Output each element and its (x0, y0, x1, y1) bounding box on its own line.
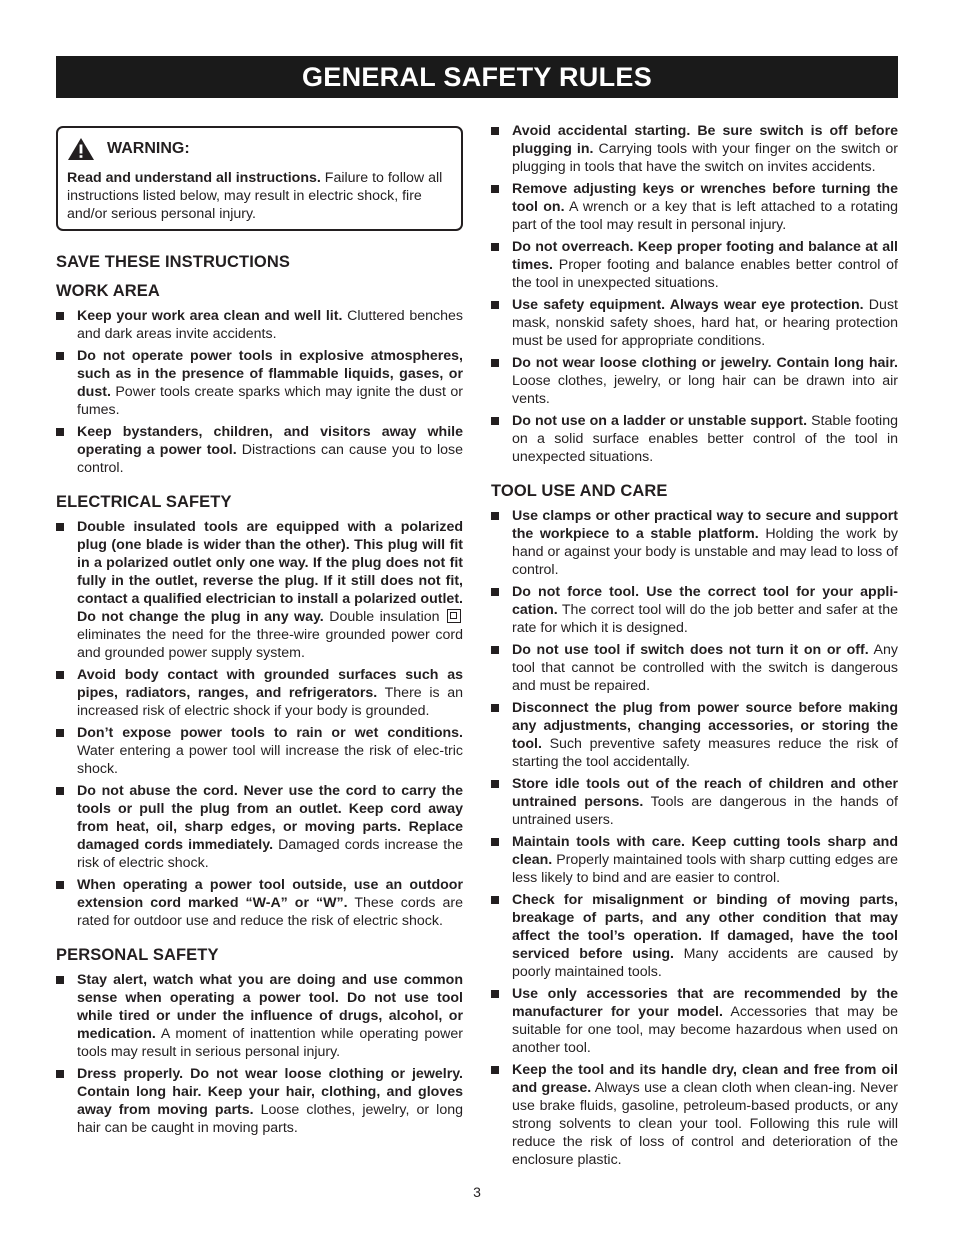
list-item: Use only accessories that are recommended by the manufacturer for your model. Accessories that may be suitable for one tool, may become hazardous when used on another tool. (491, 985, 898, 1057)
work-area-heading: WORK AREA (56, 282, 160, 300)
electrical-safety-heading: ELECTRICAL SAFETY (56, 493, 232, 511)
list-item: Keep bystanders, children, and visitors away while operating a power tool. Distractions can cause you to lose control. (56, 423, 463, 477)
list-item: Do not wear loose clothing or jewelry. Contain long hair. Loose clothes, jewelry, or long hair can be drawn into air vents. (491, 354, 898, 408)
list-item: Maintain tools with care. Keep cutting tools sharp and clean. Properly maintained tools with sharp cutting edges are less likely to bind and are easier to control. (491, 833, 898, 887)
page-title: GENERAL SAFETY RULES (56, 56, 898, 98)
personal-safety-heading: PERSONAL SAFETY (56, 946, 219, 964)
list-item: Stay alert, watch what you are doing and use common sense when operating a power tool. Do not use tool while tired or under the influence of drugs, alcohol, or medication. A moment of inattention while operating power tools may result in serious personal injury. (56, 971, 463, 1061)
list-item: Do not use on a ladder or unstable support. Stable footing on a solid surface enables better control of the tool in unexpected situations. (491, 412, 898, 466)
list-item: Don’t expose power tools to rain or wet conditions. Water entering a power tool will increase the risk of elec-tric shock. (56, 724, 463, 778)
page-number: 3 (473, 1184, 481, 1200)
list-item: Avoid accidental starting. Be sure switch is off before plugging in. Carrying tools with your finger on the switch or plugging in tools that have the switch on invites accidents. (491, 122, 898, 176)
list-item: Avoid body contact with grounded surfaces such as pipes, radiators, ranges, and refrigerators. There is an increased risk of electric shock if your body is grounded. (56, 666, 463, 720)
list-item: Remove adjusting keys or wrenches before turning the tool on. A wrench or a key that is left attached to a rotating part of the tool may result in personal injury. (491, 180, 898, 234)
left-column (56, 126, 463, 1141)
list-item: Keep the tool and its handle dry, clean and free from oil and grease. Always use a clean cloth when clean-ing. Never use brake fluids, gasoline, petroleum-based products, or any strong solvents to clean your tool. Following this rule will reduce the risk of loss of control and deterioration of the enclosure plastic. (491, 1061, 898, 1169)
personal-safety-list (56, 971, 463, 1137)
list-item: Do not overreach. Keep proper footing and balance at all times. Proper footing and balance enables better control of the tool in unexpected situations. (491, 238, 898, 292)
list-item: Use safety equipment. Always wear eye protection. Dust mask, nonskid safety shoes, hard hat, or hearing protection must be used for appropriate conditions. (491, 296, 898, 350)
list-item: Disconnect the plug from power source before making any adjustments, changing accessories, or storing the tool. Such preventive safety measures reduce the risk of starting the tool accidentally. (491, 699, 898, 771)
list-item: Use clamps or other practical way to secure and support the workpiece to a stable platform. Holding the work by hand or against your body is unstable and may lead to loss of control. (491, 507, 898, 579)
electrical-safety-list (56, 518, 463, 930)
warning-header (67, 137, 452, 161)
personal-safety-list-continued (491, 122, 898, 466)
warning-label: WARNING: (107, 140, 190, 157)
list-item: Do not use tool if switch does not turn it on or off. Any tool that cannot be controlled with the switch is dangerous and must be repaired. (491, 641, 898, 695)
list-item: Do not operate power tools in explosive atmospheres, such as in the presence of flammable liquids, gases, or dust. Power tools create sparks which may ignite the dust or fumes. (56, 347, 463, 419)
list-item: Check for misalignment or binding of moving parts, breakage of parts, and any other condition that may affect the tool’s operation. If damaged, have the tool serviced before using. Many accidents are caused by poorly maintained tools. (491, 891, 898, 981)
list-item: Do not force tool. Use the correct tool for your appli-cation. The correct tool will do the job better and safer at the rate for which it is designed. (491, 583, 898, 637)
warning-text: Read and understand all instructions. Failure to follow all instructions listed below, may result in electric shock, fire and/or serious personal injury. (67, 170, 443, 222)
list-item: Double insulated tools are equipped with a polarized plug (one blade is wider than the other). This plug will fit in a polarized outlet only one way. If the plug does not fit fully in the outlet, reverse the plug. If it still does not fit, contact a qualified electrician to install a polarized outlet. Do not change the plug in any way. Double insulation eliminates the need for the three-wire grounded power cord and grounded power supply system. (56, 518, 463, 662)
list-item: Dress properly. Do not wear loose clothing or jewelry. Contain long hair. Keep your hair, clothing, and gloves away from moving parts. Loose clothes, jewelry, or long hair can be caught in moving parts. (56, 1065, 463, 1137)
list-item: Do not abuse the cord. Never use the cord to carry the tools or pull the plug from an outlet. Keep cord away from heat, oil, sharp edges, or moving parts. Replace damaged cords immediately. Damaged cords increase the risk of electric shock. (56, 782, 463, 872)
tool-use-list (491, 507, 898, 1169)
save-instructions-heading: SAVE THESE INSTRUCTIONS (56, 253, 290, 271)
list-item: When operating a power tool outside, use an outdoor extension cord marked “W-A” or “W”. These cords are rated for outdoor use and reduce the risk of electric shock. (56, 876, 463, 930)
warning-triangle-icon (67, 137, 95, 161)
warning-box (56, 126, 463, 231)
work-area-list (56, 307, 463, 477)
list-item: Store idle tools out of the reach of children and other untrained persons. Tools are dangerous in the hands of untrained users. (491, 775, 898, 829)
tool-use-heading: TOOL USE AND CARE (491, 482, 668, 500)
list-item: Keep your work area clean and well lit. Cluttered benches and dark areas invite accidents. (56, 307, 463, 343)
right-column (491, 122, 898, 1173)
double-insulation-icon (447, 609, 461, 623)
